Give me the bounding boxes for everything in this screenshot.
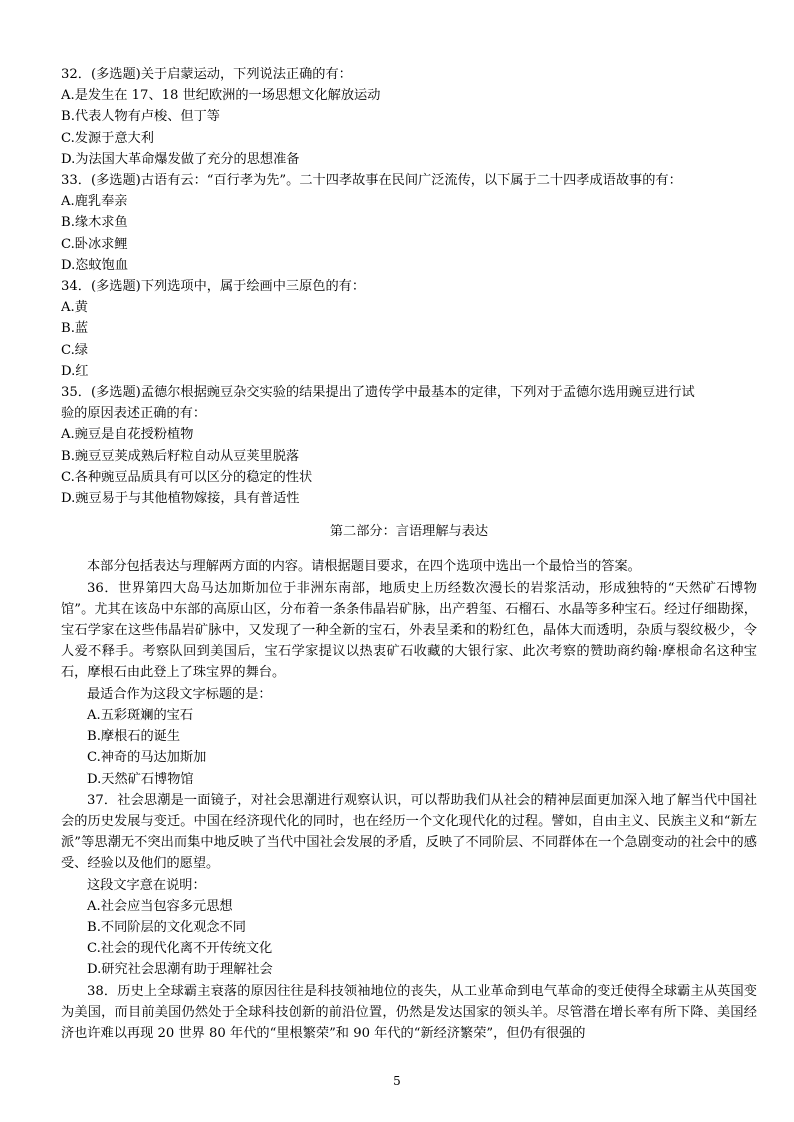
option-b: B.不同阶层的文化观念不同 xyxy=(87,919,246,935)
option-a: A.豌豆是自花授粉植物 xyxy=(61,427,194,443)
question-stem: 33．(多选题)古语有云：“百行孝为先”。二十四孝故事在民间广泛流传，以下属于二十四孝成语故事的有： xyxy=(61,173,682,189)
option-d: D.豌豆易于与其他植物嫁接，具有普适性 xyxy=(61,491,300,507)
option-b: B.缘木求鱼 xyxy=(61,215,128,231)
question-passage: 38．历史上全球霸主衰落的原因往往是科技领袖地位的丧失，从工业革命到电气革命的变迁使得全球霸主从英国变为美国，而目前美国仍然处于全球科技创新的前沿位置，仍然是发达国家的领头羊。尽管潜在增长率有所下降、美国经济也许难以再现 20 世界 80 年代的“里根繁荣”和 90 年代的“新经济繁荣”，但仍有很强的 xyxy=(61,983,757,1041)
question-passage: 36．世界第四大岛马达加斯加位于非洲东南部，地质史上历经数次漫长的岩浆活动，形成独特的“天然矿石博物馆”。尤其在该岛中东部的高原山区，分布着一条条伟晶岩矿脉，出产碧玺、石榴石、水晶等多种宝石。经过仔细勘探，宝石学家在这些伟晶岩矿脉中，又发现了一种全新的宝石，外表呈柔和的粉红色，晶体大而透明，杂质与裂纹极少，令人爱不释手。考察队回到美国后，宝石学家提议以热衷矿石收藏的大银行家、此次考察的赞助商约翰·摩根命名这种宝石，摩根石由此登上了珠宝界的舞台。 xyxy=(61,580,757,681)
option-c: C.卧冰求鲤 xyxy=(61,236,128,252)
option-a: A.社会应当包容多元思想 xyxy=(87,898,233,914)
question-prompt: 最适合作为这段文字标题的是： xyxy=(87,686,272,702)
question-32 xyxy=(61,64,757,170)
option-d: D.恣蚊饱血 xyxy=(61,257,129,273)
option-d: D.研究社会思潮有助于理解社会 xyxy=(87,962,273,978)
question-35 xyxy=(61,382,757,509)
question-stem-line-2: 验的原因表述正确的有： xyxy=(61,406,207,422)
option-a: A.是发生在 17、18 世纪欧洲的一场思想文化解放运动 xyxy=(61,88,381,104)
option-c: C.绿 xyxy=(61,342,88,358)
question-stem: 32．(多选题)关于启蒙运动，下列说法正确的有： xyxy=(61,67,352,82)
section-intro: 本部分包括表达与理解两方面的内容。请根据题目要求，在四个选项中选出一个最恰当的答案。 xyxy=(87,559,641,575)
question-33 xyxy=(61,170,757,276)
option-d: D.红 xyxy=(61,363,89,379)
question-prompt: 这段文字意在说明： xyxy=(87,877,206,893)
page-number: 5 xyxy=(393,1074,401,1088)
option-a: A.五彩斑斓的宝石 xyxy=(87,707,194,723)
question-38 xyxy=(61,981,757,1045)
question-stem: 34．(多选题)下列选项中，属于绘画中三原色的有： xyxy=(61,279,366,295)
option-b: B.代表人物有卢梭、但丁等 xyxy=(61,109,220,125)
question-34 xyxy=(61,276,757,382)
option-b: B.蓝 xyxy=(61,321,89,337)
section-title: 第二部分：言语理解与表达 xyxy=(329,524,489,540)
question-36 xyxy=(61,578,757,790)
option-b: B.豌豆豆荚成熟后籽粒自动从豆荚里脱落 xyxy=(61,448,300,464)
option-a: A.黄 xyxy=(61,300,88,316)
option-b: B.摩根石的诞生 xyxy=(87,729,181,745)
page-content xyxy=(61,64,757,1044)
option-c: C.社会的现代化离不开传统文化 xyxy=(87,941,273,957)
option-d: D.为法国大革命爆发做了充分的思想准备 xyxy=(61,151,300,167)
option-a: A.鹿乳奉亲 xyxy=(61,194,128,210)
option-d: D.天然矿石博物馆 xyxy=(87,771,194,787)
option-c: C.神奇的马达加斯加 xyxy=(87,750,207,766)
question-passage: 37．社会思潮是一面镜子，对社会思潮进行观察认识，可以帮助我们从社会的精神层面更加深入地了解当代中国社会的历史发展与变迁。中国在经济现代化的同时，也在经历一个文化现代化的过程。譬如，自由主义、民族主义和“新左派”等思潮无不突出而集中地反映了当代中国社会发展的矛盾，反映了不同阶层、不同群体在一个急剧变动的社会中的感受、经验以及他们的愿望。 xyxy=(61,792,757,872)
question-stem-line-1: 35．(多选题)孟德尔根据豌豆杂交实验的结果提出了遗传学中最基本的定律，下列对于孟德尔选用豌豆进行试 xyxy=(61,385,695,401)
option-c: C.发源于意大利 xyxy=(61,130,154,146)
option-c: C.各种豌豆品质具有可以区分的稳定的性状 xyxy=(61,469,313,485)
question-37 xyxy=(61,790,757,981)
